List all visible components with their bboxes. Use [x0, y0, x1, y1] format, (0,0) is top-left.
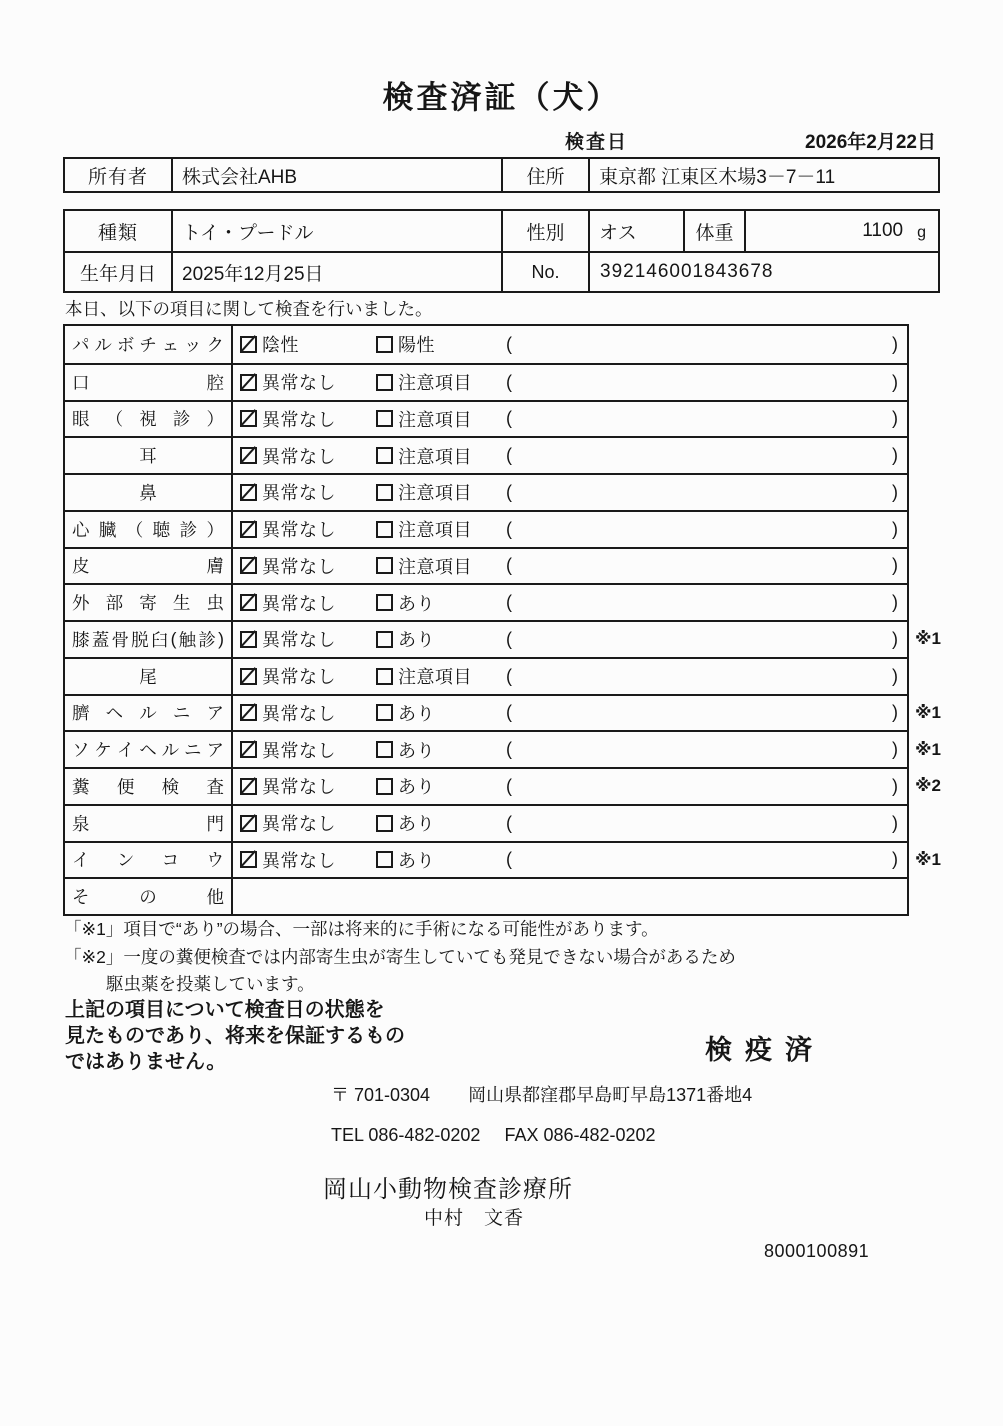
exam-option2-label: あり — [398, 777, 435, 798]
exam-row — [65, 730, 941, 767]
exam-table — [63, 324, 941, 916]
exam-option1-label: 異常なし — [262, 373, 336, 394]
exam-option2 — [376, 590, 506, 616]
weight-unit: g — [917, 224, 926, 241]
exam-option1-label: 異常なし — [262, 667, 336, 688]
exam-row — [65, 657, 907, 694]
exam-option1-label: 異常なし — [262, 777, 336, 798]
exam-option1 — [240, 516, 376, 542]
checkbox-checked-icon — [240, 484, 257, 501]
paren-close: ) — [892, 333, 898, 354]
checkbox-checked-icon — [240, 815, 257, 832]
checkbox-unchecked-icon — [376, 447, 393, 464]
checkbox-unchecked-icon — [376, 631, 393, 648]
checkbox-checked-icon — [240, 778, 257, 795]
exam-option1-label: 異常なし — [262, 556, 336, 577]
checkbox-unchecked-icon — [376, 815, 393, 832]
paren-close: ) — [892, 408, 898, 429]
exam-row — [65, 547, 907, 584]
exam-option2-label: 注意項目 — [398, 520, 472, 541]
exam-row — [65, 400, 907, 437]
exam-row-content — [233, 402, 907, 437]
sex-value: オス — [588, 211, 683, 251]
checkbox-checked-icon — [240, 704, 257, 721]
serial-number: 8000100891 — [764, 1241, 870, 1261]
exam-row — [65, 473, 907, 510]
exam-option2-label: あり — [398, 630, 435, 651]
checkbox-checked-icon — [240, 336, 257, 353]
inspection-date-label: 検査日 — [565, 132, 629, 153]
checkbox-checked-icon — [240, 557, 257, 574]
clinic-address: 岡山県都窪郡早島町早島1371番地4 — [468, 1085, 753, 1105]
paren-close: ) — [892, 702, 898, 723]
checkbox-checked-icon — [240, 594, 257, 611]
exam-item-label: 膝 蓋 骨 脱 臼 ( 触 診 ) — [65, 622, 233, 657]
exam-row — [65, 841, 941, 878]
exam-item-label: パ ル ボ チ ェ ッ ク — [65, 326, 233, 363]
exam-option2-label: あり — [398, 850, 435, 871]
exam-option1 — [240, 590, 376, 616]
exam-option1 — [240, 443, 376, 469]
exam-item-label: 糞 便 検 査 — [65, 769, 233, 804]
footnote-2: 「※2」一度の糞便検査では内部寄生虫が寄生していても発見できない場合があるため — [64, 946, 736, 967]
address-label: 住所 — [501, 159, 588, 191]
checkbox-unchecked-icon — [376, 484, 393, 501]
exam-row-content — [233, 326, 907, 363]
paren-close: ) — [892, 445, 898, 466]
exam-option2-label: 注意項目 — [398, 409, 472, 430]
pet-table-row — [65, 211, 938, 251]
paren-open: ( — [506, 775, 512, 796]
exam-option2 — [376, 443, 506, 469]
paren-open: ( — [506, 481, 512, 502]
footnote-mark: ※1 — [915, 629, 941, 649]
exam-row-content — [233, 438, 907, 473]
clinic-address-line — [331, 1081, 752, 1107]
exam-row — [65, 326, 907, 363]
checkbox-checked-icon — [240, 668, 257, 685]
exam-option1 — [240, 737, 376, 763]
weight-value — [744, 211, 938, 251]
checkbox-unchecked-icon — [376, 410, 393, 427]
exam-item-label: 心 臓 （ 聴 診 ） — [65, 512, 233, 547]
clinic-postal-code: 〒 701-0304 — [331, 1085, 431, 1105]
paren-open: ( — [506, 812, 512, 833]
exam-option2 — [376, 663, 506, 689]
clinic-contact-line — [331, 1125, 656, 1146]
paren-close: ) — [892, 628, 898, 649]
checkbox-unchecked-icon — [376, 594, 393, 611]
exam-option2 — [376, 553, 506, 579]
checkbox-unchecked-icon — [376, 336, 393, 353]
footnote-1: 「※1」項目で“あり”の場合、一部は将来的に手術になる可能性があります。 — [64, 919, 659, 939]
checkbox-checked-icon — [240, 374, 257, 391]
exam-option2 — [376, 369, 506, 395]
exam-row-content — [233, 769, 907, 804]
statement-line: ではありません。 — [65, 1051, 227, 1073]
checkbox-checked-icon — [240, 741, 257, 758]
veterinarian-name: 中村 文香 — [424, 1208, 525, 1229]
checkbox-unchecked-icon — [376, 851, 393, 868]
exam-row — [65, 620, 941, 657]
exam-item-label: 皮 膚 — [65, 549, 233, 584]
exam-option2 — [376, 700, 506, 726]
exam-option1-label: 陰性 — [262, 335, 299, 356]
exam-option1 — [240, 810, 376, 836]
checkbox-unchecked-icon — [376, 741, 393, 758]
paren-close: ) — [892, 849, 898, 870]
exam-option1-label: 異常なし — [262, 409, 336, 430]
checkbox-checked-icon — [240, 851, 257, 868]
paren-close: ) — [892, 592, 898, 613]
paren-open: ( — [506, 333, 512, 354]
exam-row-content — [233, 879, 907, 914]
exam-option2 — [376, 737, 506, 763]
paren-open: ( — [506, 518, 512, 539]
exam-item-label: ソ ケ イ ヘ ル ニ ア — [65, 732, 233, 767]
birthdate-label: 生年月日 — [79, 263, 156, 285]
inspection-date-value: 2026年2月22日 — [805, 132, 936, 153]
exam-item-label: 口 腔 — [65, 365, 233, 400]
checkbox-unchecked-icon — [376, 374, 393, 391]
page-title: 検査済証（犬） — [382, 80, 621, 115]
disclaimer-statement — [65, 997, 405, 1075]
footnotes — [64, 916, 736, 999]
clinic-name: 岡山小動物検査診療所 — [323, 1176, 573, 1203]
exam-row-content — [233, 549, 907, 584]
exam-option2-label: 注意項目 — [398, 556, 472, 577]
quarantine-stamp: 検疫済 — [705, 1035, 825, 1065]
paren-open: ( — [506, 592, 512, 613]
exam-option2-label: あり — [398, 593, 435, 614]
exam-option1-label: 異常なし — [262, 520, 336, 541]
exam-option2-label: 注意項目 — [398, 446, 472, 467]
exam-option2-label: 注意項目 — [398, 373, 472, 394]
exam-option1 — [240, 406, 376, 432]
owner-label: 所有者 — [87, 166, 148, 188]
exam-item-label: 泉 門 — [65, 806, 233, 841]
exam-option2 — [376, 516, 506, 542]
statement-line: 上記の項目について検査日の状態を — [65, 999, 385, 1021]
checkbox-unchecked-icon — [376, 521, 393, 538]
paren-close: ) — [892, 812, 898, 833]
exam-row — [65, 363, 907, 400]
paren-open: ( — [506, 702, 512, 723]
exam-option1-label: 異常なし — [262, 483, 336, 504]
exam-row — [65, 583, 907, 620]
paren-open: ( — [506, 555, 512, 576]
exam-option1 — [240, 369, 376, 395]
exam-row — [65, 694, 941, 731]
exam-row-content — [233, 696, 907, 731]
checkbox-unchecked-icon — [376, 557, 393, 574]
exam-item-label: 鼻 — [65, 475, 233, 510]
paren-close: ) — [892, 371, 898, 392]
paren-open: ( — [506, 628, 512, 649]
number-label: No. — [501, 253, 588, 291]
footnote-mark: ※1 — [915, 849, 941, 869]
exam-option1-label: 異常なし — [262, 593, 336, 614]
checkbox-checked-icon — [240, 521, 257, 538]
exam-row-content — [233, 475, 907, 510]
paren-close: ) — [892, 481, 898, 502]
exam-option2-label: 注意項目 — [398, 483, 472, 504]
breed-value: トイ・プードル — [171, 211, 501, 251]
footnote-mark: ※1 — [915, 702, 941, 722]
pet-table — [63, 209, 940, 293]
paren-close: ) — [892, 739, 898, 760]
exam-option2-label: 陽性 — [398, 335, 435, 356]
checkbox-checked-icon — [240, 631, 257, 648]
exam-row-content — [233, 512, 907, 547]
exam-option1-label: 異常なし — [262, 740, 336, 761]
paren-open: ( — [506, 408, 512, 429]
exam-option1 — [240, 663, 376, 689]
breed-label: 種類 — [97, 222, 138, 244]
exam-option1-label: 異常なし — [262, 703, 336, 724]
address-value: 東京都 江東区木場3－7－11 — [588, 159, 938, 191]
exam-row-content — [233, 365, 907, 400]
exam-option1 — [240, 847, 376, 873]
checkbox-checked-icon — [240, 447, 257, 464]
exam-row — [65, 767, 941, 804]
paren-close: ) — [892, 775, 898, 796]
exam-item-label: 尾 — [65, 659, 233, 694]
weight-label: 体重 — [683, 211, 744, 251]
exam-option2 — [376, 479, 506, 505]
exam-row-content — [233, 622, 907, 657]
owner-value: 株式会社AHB — [171, 159, 501, 191]
footnote-mark: ※1 — [915, 739, 941, 759]
owner-table — [63, 157, 940, 193]
exam-item-label: そ の 他 — [65, 879, 233, 914]
exam-option1-label: 異常なし — [262, 814, 336, 835]
exam-option1 — [240, 773, 376, 799]
checkbox-unchecked-icon — [376, 778, 393, 795]
checkbox-checked-icon — [240, 410, 257, 427]
exam-option1 — [240, 626, 376, 652]
exam-option1-label: 異常なし — [262, 850, 336, 871]
birthdate-value: 2025年12月25日 — [171, 253, 501, 291]
exam-row-content — [233, 806, 907, 841]
paren-open: ( — [506, 665, 512, 686]
weight-number: 1100 — [862, 220, 904, 241]
exam-row-content — [233, 732, 907, 767]
exam-item-label: 外 部 寄 生 虫 — [65, 585, 233, 620]
statement-line: 見たものであり、将来を保証するもの — [65, 1025, 405, 1047]
paren-close: ) — [892, 555, 898, 576]
exam-item-label: 眼 （ 視 診 ） — [65, 402, 233, 437]
footnote-mark: ※2 — [915, 776, 941, 796]
exam-option2 — [376, 626, 506, 652]
paren-open: ( — [506, 849, 512, 870]
paren-close: ) — [892, 518, 898, 539]
exam-row — [65, 804, 907, 841]
exam-option2 — [376, 331, 506, 357]
exam-option1 — [240, 553, 376, 579]
paren-open: ( — [506, 739, 512, 760]
checkbox-unchecked-icon — [376, 668, 393, 685]
paren-close: ) — [892, 665, 898, 686]
exam-option1-label: 異常なし — [262, 446, 336, 467]
exam-row — [65, 877, 907, 914]
exam-option1 — [240, 700, 376, 726]
exam-item-label: 臍 ヘ ル ニ ア — [65, 696, 233, 731]
exam-option2 — [376, 847, 506, 873]
exam-option2 — [376, 773, 506, 799]
exam-row — [65, 436, 907, 473]
checkbox-unchecked-icon — [376, 704, 393, 721]
clinic-tel: TEL 086-482-0202 — [331, 1125, 481, 1145]
exam-option1 — [240, 479, 376, 505]
exam-row — [65, 510, 907, 547]
number-value: 392146001843678 — [588, 253, 938, 291]
pet-table-row — [65, 251, 938, 291]
exam-row-content — [233, 843, 907, 878]
footnote-2-continued: 駆虫薬を投薬しています。 — [106, 974, 315, 994]
exam-option2-label: あり — [398, 740, 435, 761]
exam-item-label: イ ン コ ウ — [65, 843, 233, 878]
intro-text: 本日、以下の項目に関して検査を行いました。 — [65, 299, 433, 319]
exam-option2-label: あり — [398, 703, 435, 724]
exam-option1-label: 異常なし — [262, 630, 336, 651]
exam-option2 — [376, 406, 506, 432]
exam-row-content — [233, 585, 907, 620]
exam-item-label: 耳 — [65, 438, 233, 473]
exam-row-content — [233, 659, 907, 694]
clinic-fax: FAX 086-482-0202 — [504, 1125, 656, 1145]
exam-option2-label: 注意項目 — [398, 667, 472, 688]
exam-option2-label: あり — [398, 814, 435, 835]
exam-option1 — [240, 331, 376, 357]
paren-open: ( — [506, 371, 512, 392]
paren-open: ( — [506, 445, 512, 466]
sex-label: 性別 — [501, 211, 588, 251]
exam-option2 — [376, 810, 506, 836]
